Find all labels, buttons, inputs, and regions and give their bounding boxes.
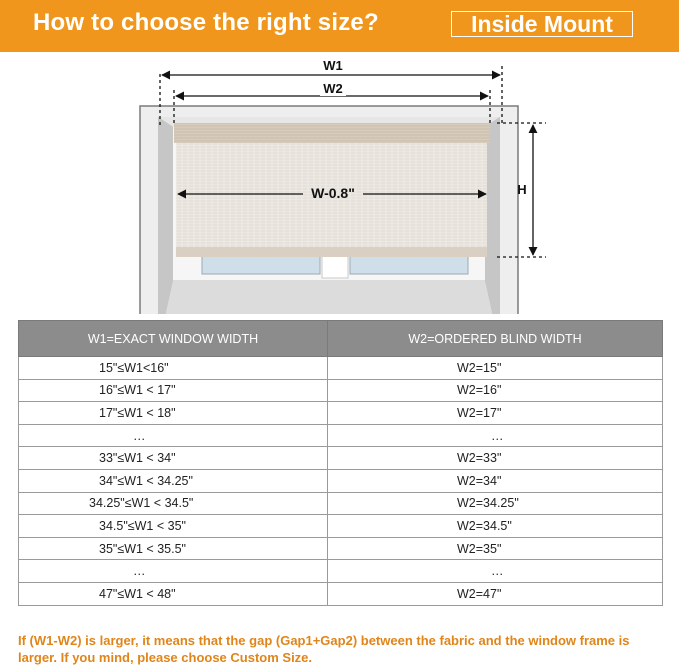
w1-cell: 35"≤W1 < 35.5": [19, 537, 328, 560]
w1-cell: 17"≤W1 < 18": [19, 402, 328, 425]
w2-cell: W2=33": [328, 447, 663, 470]
fabric-width-label: W-0.8": [311, 185, 355, 201]
w1-cell: 16"≤W1 < 17": [19, 379, 328, 402]
w2-label: W2: [323, 81, 343, 96]
w2-cell: …: [328, 560, 663, 583]
w2-cell: W2=34.5": [328, 515, 663, 538]
sizing-note: If (W1-W2) is larger, it means that the gap (Gap1+Gap2) between the fabric and the window frame is larger. If you mind, please choose Custom Size.: [18, 633, 630, 665]
w1-cell: 34.25"≤W1 < 34.5": [19, 492, 328, 515]
page-title: How to choose the right size?: [33, 9, 379, 36]
table-header-row: [19, 321, 663, 357]
table-row: [19, 447, 663, 470]
window-diagram: [0, 52, 679, 314]
w2-cell: W2=47": [328, 582, 663, 605]
w2-cell: W2=35": [328, 537, 663, 560]
w2-cell: W2=15": [328, 357, 663, 380]
table-row: [19, 560, 663, 583]
column-header-w2: W2=ORDERED BLIND WIDTH: [328, 321, 663, 357]
table-row: [19, 469, 663, 492]
header-banner: [0, 0, 679, 52]
table-row: [19, 402, 663, 425]
table-row: [19, 424, 663, 447]
column-header-w1: W1=EXACT WINDOW WIDTH: [19, 321, 328, 357]
w2-cell: W2=16": [328, 379, 663, 402]
mount-type-badge: Inside Mount: [451, 11, 633, 37]
table-row: [19, 357, 663, 380]
table-row: [19, 582, 663, 605]
w1-cell: 33"≤W1 < 34": [19, 447, 328, 470]
w2-cell: …: [328, 424, 663, 447]
size-table: [18, 320, 662, 606]
table-row: [19, 379, 663, 402]
table-row: [19, 492, 663, 515]
w1-cell: …: [19, 424, 328, 447]
w1-cell: …: [19, 560, 328, 583]
w2-cell: W2=17": [328, 402, 663, 425]
table-row: [19, 515, 663, 538]
w2-cell: W2=34.25": [328, 492, 663, 515]
w1-cell: 47"≤W1 < 48": [19, 582, 328, 605]
w1-label: W1: [323, 58, 343, 73]
height-label: H: [517, 182, 527, 197]
w2-cell: W2=34": [328, 469, 663, 492]
w1-cell: 15"≤W1<16": [19, 357, 328, 380]
w1-cell: 34.5"≤W1 < 35": [19, 515, 328, 538]
w1-cell: 34"≤W1 < 34.25": [19, 469, 328, 492]
table-row: [19, 537, 663, 560]
